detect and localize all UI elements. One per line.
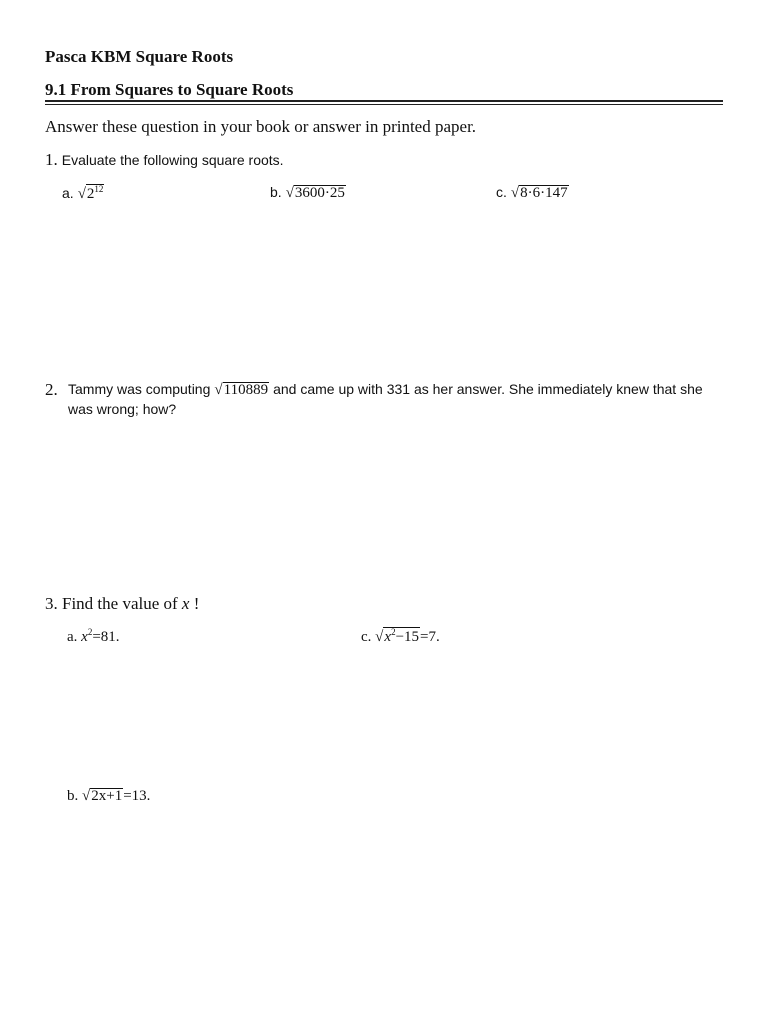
radicand: 2x+1 [91,788,123,804]
radical-sign-icon: √ [510,185,520,201]
question-2-number: 2. [45,380,58,399]
square-root-expression [511,185,569,202]
square-root-expression [78,184,105,203]
question-1 [45,150,284,170]
heading-rule-thick [45,100,723,102]
section-heading: 9.1 From Squares to Square Roots [45,80,294,99]
question-3c [361,627,440,646]
square-root-expression [82,788,123,805]
radicand-exponent: 12 [94,184,104,194]
heading-rule-thin [45,104,723,105]
question-1b [270,184,346,202]
radical-sign-icon: √ [375,629,384,645]
radicand: 110889 [223,382,269,398]
radicand-base: 2 [86,186,95,202]
question-3-variable: x [181,594,190,613]
question-3a-label: a. [67,629,78,645]
question-3b-label: b. [67,788,79,804]
radical-sign-icon: √ [77,186,86,202]
equation-rest: =81. [92,629,120,645]
question-2-text-before: Tammy was computing [68,381,211,397]
exponent: 2 [87,627,93,637]
question-3-prompt: Find the value of [62,594,178,613]
instruction-text: Answer these question in your book or answer in printed paper. [45,117,477,136]
question-1c [496,184,569,202]
radicand: 3600·25 [294,185,345,201]
exponent: 2 [391,627,396,637]
variable-x: x [81,629,88,645]
question-3b [67,788,150,805]
question-3c-label: c. [361,629,372,645]
question-1-number: 1. [45,150,58,169]
question-1-prompt: Evaluate the following square roots. [61,152,284,168]
question-2-text-after: and came up with 331 as her answer. She immediately knew that she [273,381,703,397]
question-1c-label: c. [496,184,507,200]
square-root-expression [286,185,346,202]
document-title: Pasca KBM Square Roots [45,47,234,66]
equation-rest: =7. [420,629,440,645]
question-3-prompt-end: ! [193,594,200,613]
question-3 [45,594,199,614]
square-root-expression [214,382,269,399]
radicand [383,627,420,646]
radical-sign-icon: √ [214,382,223,398]
variable-x: x [384,629,392,645]
radicand-rest: −15 [395,629,420,645]
question-1a [62,184,104,203]
question-3-number: 3. [45,594,58,613]
question-3a [67,627,120,646]
radical-sign-icon: √ [285,185,294,201]
square-root-expression [375,627,420,646]
question-2-line-1 [68,381,703,399]
radicand: 8·6·147 [520,185,568,201]
question-1b-label: b. [270,184,282,200]
question-2-line-2: was wrong; how? [68,401,177,417]
radical-sign-icon: √ [82,788,91,804]
radicand [86,184,105,203]
question-1a-label: a. [62,185,74,201]
equation-rest: =13. [123,788,151,804]
